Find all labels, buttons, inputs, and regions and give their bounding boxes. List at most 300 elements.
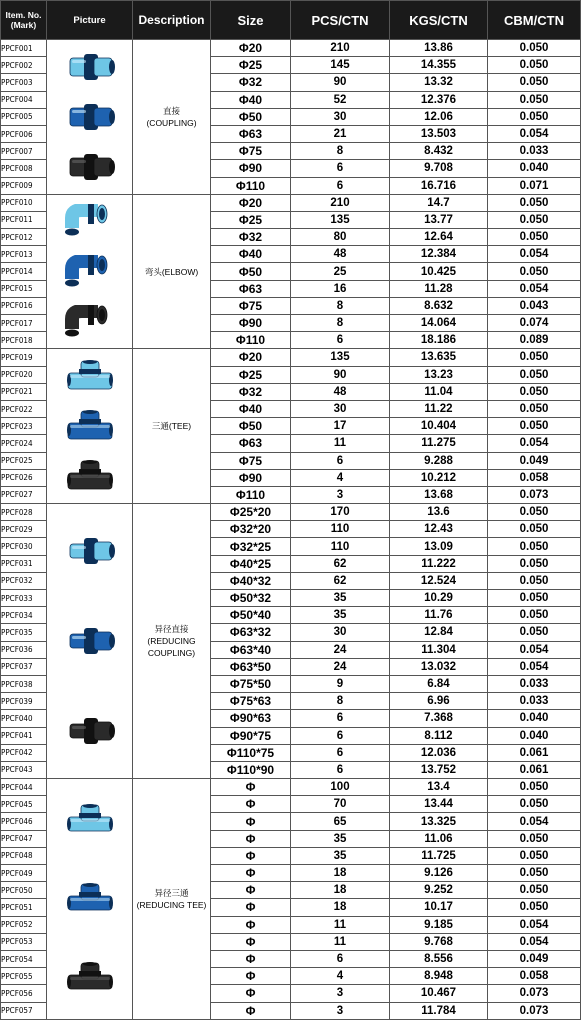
pcs-ctn-cell: 18 <box>291 865 390 882</box>
pcs-ctn-cell: 16 <box>291 280 390 297</box>
kgs-ctn-cell: 11.275 <box>390 435 488 452</box>
cbm-ctn-cell: 0.050 <box>488 263 581 280</box>
table-row <box>1 40 581 57</box>
picture-cell <box>47 40 133 195</box>
pcs-ctn-cell: 48 <box>291 383 390 400</box>
kgs-ctn-cell: 13.503 <box>390 125 488 142</box>
pcs-ctn-cell: 30 <box>291 400 390 417</box>
cbm-ctn-cell: 0.050 <box>488 572 581 589</box>
reducing-tee-blue-icon <box>62 882 118 916</box>
size-cell: Φ32 <box>211 383 291 400</box>
kgs-ctn-cell: 14.7 <box>390 194 488 211</box>
size-cell: Φ <box>211 899 291 916</box>
col-header-pcs-ctn: PCS/CTN <box>291 1 390 40</box>
size-cell: Φ20 <box>211 349 291 366</box>
item-no-cell: PPCF026 <box>1 469 47 486</box>
size-cell: Φ90 <box>211 160 291 177</box>
cbm-ctn-cell: 0.050 <box>488 607 581 624</box>
kgs-ctn-cell: 13.635 <box>390 349 488 366</box>
kgs-ctn-cell: 11.304 <box>390 641 488 658</box>
size-cell: Φ <box>211 968 291 985</box>
cbm-ctn-cell: 0.050 <box>488 624 581 641</box>
item-no-cell: PPCF051 <box>1 899 47 916</box>
pcs-ctn-cell: 6 <box>291 761 390 778</box>
cbm-ctn-cell: 0.050 <box>488 194 581 211</box>
kgs-ctn-cell: 12.43 <box>390 521 488 538</box>
cbm-ctn-cell: 0.054 <box>488 641 581 658</box>
cbm-ctn-cell: 0.050 <box>488 847 581 864</box>
pcs-ctn-cell: 25 <box>291 263 390 280</box>
pcs-ctn-cell: 35 <box>291 847 390 864</box>
elbow-light-blue-icon <box>62 204 118 238</box>
cbm-ctn-cell: 0.040 <box>488 727 581 744</box>
size-cell: Φ <box>211 1002 291 1019</box>
tee-blue-icon <box>62 409 118 443</box>
pcs-ctn-cell: 30 <box>291 108 390 125</box>
item-no-cell: PPCF048 <box>1 847 47 864</box>
kgs-ctn-cell: 11.76 <box>390 607 488 624</box>
size-cell: Φ110 <box>211 177 291 194</box>
kgs-ctn-cell: 9.768 <box>390 933 488 950</box>
cbm-ctn-cell: 0.040 <box>488 710 581 727</box>
item-no-cell: PPCF054 <box>1 950 47 967</box>
kgs-ctn-cell: 9.708 <box>390 160 488 177</box>
item-no-cell: PPCF052 <box>1 916 47 933</box>
table-row <box>1 194 581 211</box>
size-cell: Φ50 <box>211 263 291 280</box>
pcs-ctn-cell: 18 <box>291 899 390 916</box>
kgs-ctn-cell: 12.64 <box>390 229 488 246</box>
cbm-ctn-cell: 0.061 <box>488 744 581 761</box>
pcs-ctn-cell: 62 <box>291 555 390 572</box>
coupling-black-icon <box>62 150 118 184</box>
kgs-ctn-cell: 16.716 <box>390 177 488 194</box>
size-cell: Φ90*63 <box>211 710 291 727</box>
pcs-ctn-cell: 210 <box>291 40 390 57</box>
reducing-tee-black-icon <box>62 961 118 995</box>
pcs-ctn-cell: 18 <box>291 882 390 899</box>
description-cell <box>133 779 211 1020</box>
size-cell: Φ110*75 <box>211 744 291 761</box>
item-no-cell: PPCF004 <box>1 91 47 108</box>
size-cell: Φ40 <box>211 400 291 417</box>
item-no-cell: PPCF033 <box>1 590 47 607</box>
pcs-ctn-cell: 210 <box>291 194 390 211</box>
cbm-ctn-cell: 0.054 <box>488 658 581 675</box>
pcs-ctn-cell: 21 <box>291 125 390 142</box>
kgs-ctn-cell: 11.784 <box>390 1002 488 1019</box>
size-cell: Φ <box>211 796 291 813</box>
size-cell: Φ <box>211 847 291 864</box>
pcs-ctn-cell: 24 <box>291 641 390 658</box>
kgs-ctn-cell: 13.09 <box>390 538 488 555</box>
kgs-ctn-cell: 10.404 <box>390 418 488 435</box>
cbm-ctn-cell: 0.050 <box>488 504 581 521</box>
size-cell: Φ20 <box>211 40 291 57</box>
col-header-picture: Picture <box>47 1 133 40</box>
size-cell: Φ25 <box>211 366 291 383</box>
description-line: 异径三通 <box>154 887 189 898</box>
description-line: (COUPLING) <box>146 117 197 128</box>
cbm-ctn-cell: 0.058 <box>488 469 581 486</box>
size-cell: Φ50*40 <box>211 607 291 624</box>
item-no-cell: PPCF035 <box>1 624 47 641</box>
pcs-ctn-cell: 8 <box>291 315 390 332</box>
item-no-cell: PPCF022 <box>1 400 47 417</box>
table-body <box>1 40 581 1020</box>
size-cell: Φ110*90 <box>211 761 291 778</box>
pcs-ctn-cell: 100 <box>291 779 390 796</box>
pcs-ctn-cell: 170 <box>291 504 390 521</box>
pcs-ctn-cell: 9 <box>291 675 390 692</box>
cbm-ctn-cell: 0.050 <box>488 91 581 108</box>
description-cell <box>133 40 211 195</box>
cbm-ctn-cell: 0.050 <box>488 383 581 400</box>
pcs-ctn-cell: 6 <box>291 177 390 194</box>
size-cell: Φ40*25 <box>211 555 291 572</box>
size-cell: Φ63 <box>211 125 291 142</box>
col-header-description: Description <box>133 1 211 40</box>
size-cell: Φ50 <box>211 108 291 125</box>
cbm-ctn-cell: 0.089 <box>488 332 581 349</box>
cbm-ctn-cell: 0.050 <box>488 40 581 57</box>
cbm-ctn-cell: 0.050 <box>488 521 581 538</box>
cbm-ctn-cell: 0.050 <box>488 538 581 555</box>
item-no-cell: PPCF003 <box>1 74 47 91</box>
size-cell: Φ <box>211 950 291 967</box>
description-line: COUPLING) <box>147 648 196 659</box>
cbm-ctn-cell: 0.074 <box>488 315 581 332</box>
pcs-ctn-cell: 6 <box>291 727 390 744</box>
pcs-ctn-cell: 6 <box>291 710 390 727</box>
cbm-ctn-cell: 0.049 <box>488 452 581 469</box>
kgs-ctn-cell: 12.384 <box>390 246 488 263</box>
cbm-ctn-cell: 0.050 <box>488 865 581 882</box>
cbm-ctn-cell: 0.049 <box>488 950 581 967</box>
item-no-cell: PPCF008 <box>1 160 47 177</box>
size-cell: Φ25 <box>211 57 291 74</box>
size-cell: Φ32 <box>211 74 291 91</box>
col-header-cbm-ctn: CBM/CTN <box>488 1 581 40</box>
size-cell: Φ20 <box>211 194 291 211</box>
item-no-cell: PPCF005 <box>1 108 47 125</box>
kgs-ctn-cell: 9.185 <box>390 916 488 933</box>
item-no-cell: PPCF009 <box>1 177 47 194</box>
item-no-cell: PPCF040 <box>1 710 47 727</box>
pcs-ctn-cell: 6 <box>291 332 390 349</box>
item-no-cell: PPCF057 <box>1 1002 47 1019</box>
cbm-ctn-cell: 0.054 <box>488 813 581 830</box>
item-no-cell: PPCF021 <box>1 383 47 400</box>
cbm-ctn-cell: 0.071 <box>488 177 581 194</box>
pcs-ctn-cell: 6 <box>291 452 390 469</box>
size-cell: Φ75 <box>211 143 291 160</box>
item-no-cell: PPCF011 <box>1 211 47 228</box>
size-cell: Φ32*25 <box>211 538 291 555</box>
coupling-blue-icon <box>62 100 118 134</box>
kgs-ctn-cell: 9.126 <box>390 865 488 882</box>
cbm-ctn-cell: 0.050 <box>488 57 581 74</box>
cbm-ctn-cell: 0.073 <box>488 1002 581 1019</box>
description-cell <box>133 504 211 779</box>
pcs-ctn-cell: 6 <box>291 744 390 761</box>
kgs-ctn-cell: 10.17 <box>390 899 488 916</box>
item-no-cell: PPCF020 <box>1 366 47 383</box>
size-cell: Φ <box>211 865 291 882</box>
size-cell: Φ <box>211 882 291 899</box>
pcs-ctn-cell: 4 <box>291 968 390 985</box>
kgs-ctn-cell: 11.04 <box>390 383 488 400</box>
item-no-cell: PPCF034 <box>1 607 47 624</box>
kgs-ctn-cell: 12.036 <box>390 744 488 761</box>
size-cell: Φ75*63 <box>211 693 291 710</box>
item-no-cell: PPCF050 <box>1 882 47 899</box>
kgs-ctn-cell: 8.556 <box>390 950 488 967</box>
item-no-cell: PPCF029 <box>1 521 47 538</box>
pcs-ctn-cell: 24 <box>291 658 390 675</box>
pcs-ctn-cell: 8 <box>291 297 390 314</box>
cbm-ctn-cell: 0.050 <box>488 590 581 607</box>
size-cell: Φ32 <box>211 229 291 246</box>
item-no-cell: PPCF017 <box>1 315 47 332</box>
kgs-ctn-cell: 10.425 <box>390 263 488 280</box>
description-line: (REDUCING TEE) <box>136 899 207 910</box>
pcs-ctn-cell: 62 <box>291 572 390 589</box>
description-line: 弯头(ELBOW) <box>144 266 199 277</box>
kgs-ctn-cell: 11.06 <box>390 830 488 847</box>
kgs-ctn-cell: 13.77 <box>390 211 488 228</box>
item-no-cell: PPCF055 <box>1 968 47 985</box>
kgs-ctn-cell: 13.44 <box>390 796 488 813</box>
kgs-ctn-cell: 13.68 <box>390 486 488 503</box>
item-no-cell: PPCF046 <box>1 813 47 830</box>
pcs-ctn-cell: 48 <box>291 246 390 263</box>
kgs-ctn-cell: 14.064 <box>390 315 488 332</box>
cbm-ctn-cell: 0.050 <box>488 349 581 366</box>
pcs-ctn-cell: 35 <box>291 830 390 847</box>
cbm-ctn-cell: 0.050 <box>488 211 581 228</box>
pcs-ctn-cell: 145 <box>291 57 390 74</box>
pcs-ctn-cell: 65 <box>291 813 390 830</box>
pcs-ctn-cell: 70 <box>291 796 390 813</box>
cbm-ctn-cell: 0.040 <box>488 160 581 177</box>
cbm-ctn-cell: 0.050 <box>488 74 581 91</box>
description-cell <box>133 194 211 349</box>
pcs-ctn-cell: 80 <box>291 229 390 246</box>
size-cell: Φ32*20 <box>211 521 291 538</box>
size-cell: Φ40 <box>211 246 291 263</box>
size-cell: Φ63 <box>211 435 291 452</box>
item-no-cell: PPCF016 <box>1 297 47 314</box>
kgs-ctn-cell: 14.355 <box>390 57 488 74</box>
kgs-ctn-cell: 13.325 <box>390 813 488 830</box>
item-no-cell: PPCF028 <box>1 504 47 521</box>
pcs-ctn-cell: 8 <box>291 693 390 710</box>
elbow-black-icon <box>62 305 118 339</box>
item-no-cell: PPCF027 <box>1 486 47 503</box>
kgs-ctn-cell: 13.86 <box>390 40 488 57</box>
cbm-ctn-cell: 0.050 <box>488 882 581 899</box>
kgs-ctn-cell: 11.222 <box>390 555 488 572</box>
picture-cell <box>47 194 133 349</box>
item-no-cell: PPCF045 <box>1 796 47 813</box>
item-no-cell: PPCF002 <box>1 57 47 74</box>
item-no-cell: PPCF013 <box>1 246 47 263</box>
kgs-ctn-cell: 12.06 <box>390 108 488 125</box>
size-cell: Φ50*32 <box>211 590 291 607</box>
picture-cell <box>47 504 133 779</box>
reducing-coupling-blue-icon <box>62 624 118 658</box>
item-no-cell: PPCF012 <box>1 229 47 246</box>
cbm-ctn-cell: 0.058 <box>488 968 581 985</box>
item-no-cell: PPCF023 <box>1 418 47 435</box>
kgs-ctn-cell: 11.28 <box>390 280 488 297</box>
item-no-cell: PPCF024 <box>1 435 47 452</box>
tee-black-icon <box>62 459 118 493</box>
coupling-light-blue-icon <box>62 50 118 84</box>
kgs-ctn-cell: 12.524 <box>390 572 488 589</box>
elbow-blue-icon <box>62 255 118 289</box>
size-cell: Φ63*50 <box>211 658 291 675</box>
size-cell: Φ75 <box>211 452 291 469</box>
kgs-ctn-cell: 13.6 <box>390 504 488 521</box>
pcs-ctn-cell: 3 <box>291 985 390 1002</box>
item-no-cell: PPCF010 <box>1 194 47 211</box>
kgs-ctn-cell: 10.212 <box>390 469 488 486</box>
cbm-ctn-cell: 0.033 <box>488 143 581 160</box>
pcs-ctn-cell: 4 <box>291 469 390 486</box>
size-cell: Φ40*32 <box>211 572 291 589</box>
pcs-ctn-cell: 3 <box>291 1002 390 1019</box>
item-no-cell: PPCF038 <box>1 675 47 692</box>
cbm-ctn-cell: 0.054 <box>488 125 581 142</box>
cbm-ctn-cell: 0.050 <box>488 830 581 847</box>
kgs-ctn-cell: 13.4 <box>390 779 488 796</box>
size-cell: Φ25 <box>211 211 291 228</box>
kgs-ctn-cell: 13.032 <box>390 658 488 675</box>
cbm-ctn-cell: 0.073 <box>488 985 581 1002</box>
size-cell: Φ <box>211 916 291 933</box>
table-row <box>1 779 581 796</box>
cbm-ctn-cell: 0.050 <box>488 229 581 246</box>
cbm-ctn-cell: 0.054 <box>488 435 581 452</box>
cbm-ctn-cell: 0.043 <box>488 297 581 314</box>
size-cell: Φ <box>211 779 291 796</box>
size-cell: Φ90 <box>211 315 291 332</box>
pcs-ctn-cell: 6 <box>291 950 390 967</box>
item-no-cell: PPCF041 <box>1 727 47 744</box>
pcs-ctn-cell: 110 <box>291 521 390 538</box>
table-row <box>1 504 581 521</box>
reducing-coupling-black-icon <box>62 714 118 748</box>
pcs-ctn-cell: 11 <box>291 916 390 933</box>
item-no-cell: PPCF044 <box>1 779 47 796</box>
item-no-cell: PPCF007 <box>1 143 47 160</box>
picture-cell <box>47 349 133 504</box>
item-no-cell: PPCF043 <box>1 761 47 778</box>
cbm-ctn-cell: 0.050 <box>488 796 581 813</box>
kgs-ctn-cell: 8.948 <box>390 968 488 985</box>
cbm-ctn-cell: 0.050 <box>488 108 581 125</box>
cbm-ctn-cell: 0.050 <box>488 366 581 383</box>
kgs-ctn-cell: 12.84 <box>390 624 488 641</box>
cbm-ctn-cell: 0.033 <box>488 675 581 692</box>
size-cell: Φ <box>211 985 291 1002</box>
size-cell: Φ90 <box>211 469 291 486</box>
item-no-cell: PPCF018 <box>1 332 47 349</box>
kgs-ctn-cell: 9.252 <box>390 882 488 899</box>
description-line: (REDUCING <box>147 636 196 647</box>
size-cell: Φ75 <box>211 297 291 314</box>
kgs-ctn-cell: 6.96 <box>390 693 488 710</box>
pcs-ctn-cell: 11 <box>291 933 390 950</box>
pcs-ctn-cell: 90 <box>291 74 390 91</box>
kgs-ctn-cell: 9.288 <box>390 452 488 469</box>
tee-light-blue-icon <box>62 359 118 393</box>
cbm-ctn-cell: 0.061 <box>488 761 581 778</box>
pcs-ctn-cell: 3 <box>291 486 390 503</box>
col-header-kgs-ctn: KGS/CTN <box>390 1 488 40</box>
item-no-cell: PPCF056 <box>1 985 47 1002</box>
item-no-cell: PPCF047 <box>1 830 47 847</box>
cbm-ctn-cell: 0.050 <box>488 400 581 417</box>
item-no-cell: PPCF025 <box>1 452 47 469</box>
pcs-ctn-cell: 135 <box>291 349 390 366</box>
col-header-item-no-line1: Item. No. <box>5 10 42 20</box>
table-row <box>1 349 581 366</box>
item-no-cell: PPCF049 <box>1 865 47 882</box>
kgs-ctn-cell: 8.112 <box>390 727 488 744</box>
col-header-item-no <box>1 1 47 40</box>
kgs-ctn-cell: 18.186 <box>390 332 488 349</box>
kgs-ctn-cell: 6.84 <box>390 675 488 692</box>
reducing-tee-light-blue-icon <box>62 803 118 837</box>
kgs-ctn-cell: 8.432 <box>390 143 488 160</box>
pcs-ctn-cell: 30 <box>291 624 390 641</box>
item-no-cell: PPCF032 <box>1 572 47 589</box>
pcs-ctn-cell: 11 <box>291 435 390 452</box>
item-no-cell: PPCF030 <box>1 538 47 555</box>
kgs-ctn-cell: 10.467 <box>390 985 488 1002</box>
description-line: 三通(TEE) <box>151 421 192 432</box>
kgs-ctn-cell: 11.22 <box>390 400 488 417</box>
size-cell: Φ <box>211 813 291 830</box>
size-cell: Φ63 <box>211 280 291 297</box>
size-cell: Φ110 <box>211 486 291 503</box>
pcs-ctn-cell: 35 <box>291 607 390 624</box>
item-no-cell: PPCF036 <box>1 641 47 658</box>
item-no-cell: PPCF019 <box>1 349 47 366</box>
size-cell: Φ90*75 <box>211 727 291 744</box>
cbm-ctn-cell: 0.050 <box>488 418 581 435</box>
cbm-ctn-cell: 0.054 <box>488 933 581 950</box>
cbm-ctn-cell: 0.073 <box>488 486 581 503</box>
col-header-item-no-line2: (Mark) <box>10 20 37 30</box>
item-no-cell: PPCF053 <box>1 933 47 950</box>
cbm-ctn-cell: 0.054 <box>488 916 581 933</box>
cbm-ctn-cell: 0.050 <box>488 555 581 572</box>
description-line: 异径直接 <box>154 624 189 635</box>
size-cell: Φ <box>211 830 291 847</box>
size-cell: Φ <box>211 933 291 950</box>
cbm-ctn-cell: 0.054 <box>488 280 581 297</box>
pcs-ctn-cell: 6 <box>291 160 390 177</box>
item-no-cell: PPCF001 <box>1 40 47 57</box>
description-line: 直接 <box>162 105 180 116</box>
kgs-ctn-cell: 11.725 <box>390 847 488 864</box>
pcs-ctn-cell: 35 <box>291 590 390 607</box>
size-cell: Φ25*20 <box>211 504 291 521</box>
